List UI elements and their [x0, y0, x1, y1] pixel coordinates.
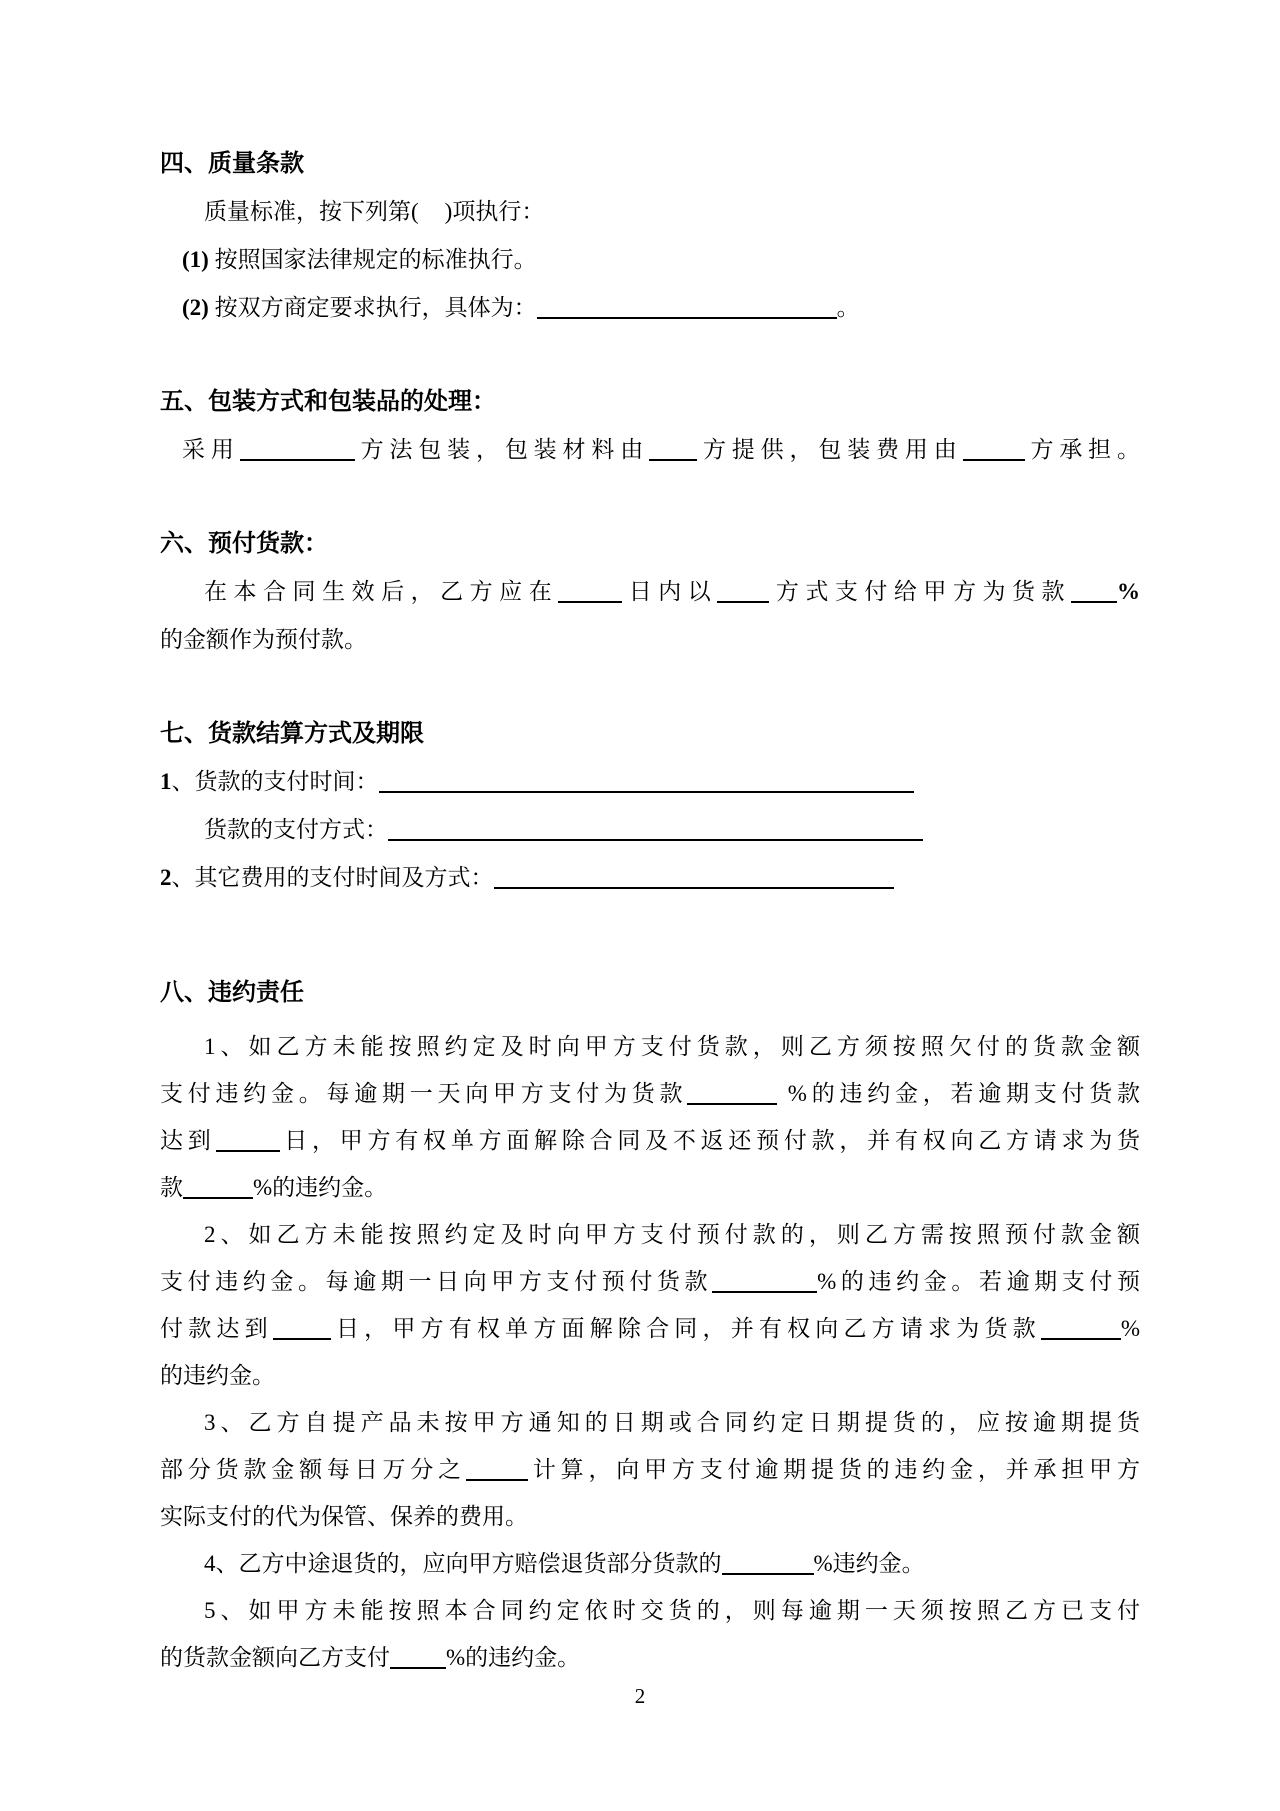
blank-underline [537, 303, 837, 319]
blank-underline [1071, 587, 1117, 603]
text-segment: %的违约金。 [253, 1175, 388, 1200]
text-segment: 款 [160, 1175, 183, 1200]
section-7-settlement-heading: 七、货款结算方式及期限 [160, 721, 424, 747]
breach-para-1-line-4 [160, 1164, 1140, 1211]
text-segment: 日内以 [622, 579, 718, 604]
payment-time-line [160, 758, 1140, 806]
text-segment: 部分货款金额每日万分之 [160, 1457, 466, 1482]
text-segment: 2 [160, 865, 172, 890]
blank-underline [183, 1183, 253, 1199]
text-segment: 的金额作为预付款。 [160, 627, 367, 652]
blank-underline [216, 1136, 280, 1152]
text-segment: 货款的支付方式： [204, 817, 388, 842]
text-segment: 付款达到 [160, 1316, 273, 1341]
breach-para-2-line-4 [160, 1352, 1140, 1399]
section-6-advance-payment-heading: 六、预付货款： [160, 531, 328, 557]
document-body [160, 140, 1140, 1681]
text-segment: 按双方商定要求执行，具体为： [208, 295, 537, 320]
text-segment: 方承担。 [1024, 437, 1141, 462]
breach-para-2-line-1 [160, 1211, 1140, 1258]
text-segment: (2) [182, 295, 209, 320]
quality-option-1 [160, 236, 1140, 284]
blank-underline [240, 445, 355, 461]
text-segment: 、其它费用的支付时间及方式： [171, 865, 494, 890]
breach-para-1-line-3 [160, 1117, 1140, 1164]
blank-underline [388, 825, 923, 841]
text-segment: )项执行： [444, 199, 545, 224]
blank-underline [1041, 1324, 1121, 1340]
text-segment: 计算，向甲方支付逾期提货的违约金，并承担甲方 [528, 1457, 1141, 1482]
blank-underline [273, 1324, 331, 1340]
section-5-packaging [160, 378, 1140, 474]
text-segment: 3、乙方自提产品未按甲方通知的日期或合同约定日期提货的，应按逾期提货 [204, 1410, 1140, 1435]
section-8-breach-liability-heading: 八、违约责任 [160, 980, 304, 1006]
blank-underline [717, 587, 769, 603]
advance-payment-line-2 [160, 616, 1140, 664]
text-segment: 的违约金。 [160, 1363, 275, 1388]
text-segment: 达到 [160, 1128, 216, 1153]
text-segment: 、货款的支付时间： [171, 769, 379, 794]
blank-underline [963, 445, 1025, 461]
text-segment: %违约金。 [813, 1551, 925, 1576]
blank-underline [390, 1653, 446, 1669]
text-segment: 方式支付给甲方为货款 [769, 579, 1072, 604]
blank-underline [649, 445, 697, 461]
text-segment: 1 [160, 769, 172, 794]
page-number: 2 [634, 1684, 646, 1708]
text-segment: 1、如乙方未能按照约定及时向甲方支付货款，则乙方须按照欠付的货款金额 [204, 1034, 1140, 1059]
section-4-quality-terms [160, 140, 1140, 332]
text-segment: (1) [182, 247, 209, 272]
text-segment: 支付违约金。每逾期一天向甲方支付为货款 [160, 1081, 688, 1106]
paren-gap [419, 218, 445, 219]
text-segment: 日，甲方有权单方面解除合同及不返还预付款，并有权向乙方请求为货 [279, 1128, 1141, 1153]
blank-underline [494, 873, 894, 889]
text-segment: % [1120, 1316, 1141, 1341]
blank-underline [687, 1089, 777, 1105]
blank-underline [722, 1559, 814, 1575]
text-segment: 4、乙方中途退货的，应向甲方赔偿退货部分货款的 [204, 1551, 722, 1576]
advance-payment-line-1 [160, 568, 1140, 616]
text-segment: %的违约金。 [446, 1645, 581, 1670]
packaging-line [160, 426, 1140, 474]
section-5-packaging-heading: 五、包装方式和包装品的处理： [160, 389, 496, 415]
breach-para-2-line-3 [160, 1305, 1140, 1352]
breach-para-2-line-2 [160, 1258, 1140, 1305]
text-segment: 。 [836, 295, 860, 320]
text-segment: 2、如乙方未能按照约定及时向甲方支付预付款的，则乙方需按照预付款金额 [204, 1222, 1140, 1247]
breach-para-3-line-1 [160, 1399, 1140, 1446]
quality-option-2 [160, 284, 1140, 332]
section-4-quality-terms-heading: 四、质量条款 [160, 151, 304, 177]
breach-para-3-line-2 [160, 1446, 1140, 1493]
text-segment: 实际支付的代为保管、保养的费用。 [160, 1504, 528, 1529]
section-6-advance-payment [160, 520, 1140, 664]
breach-para-3-line-3 [160, 1493, 1140, 1540]
text-segment: 方法包装，包装材料由 [354, 437, 650, 462]
other-fees-line [160, 854, 1140, 902]
breach-para-4-line-1 [160, 1540, 1140, 1587]
blank-underline [558, 587, 622, 603]
text-segment: 5、如甲方未能按照本合同约定依时交货的，则每逾期一天须按照乙方已支付 [204, 1598, 1140, 1623]
blank-underline [379, 777, 914, 793]
breach-para-5-line-1 [160, 1587, 1140, 1634]
breach-para-1-line-1 [160, 1023, 1140, 1070]
section-7-settlement [160, 710, 1140, 902]
breach-para-1-line-2 [160, 1070, 1140, 1117]
text-segment: %的违约金。若逾期支付预 [817, 1269, 1140, 1294]
text-segment: 在本合同生效后，乙方应在 [204, 579, 559, 604]
quality-standard-line [160, 188, 1140, 236]
text-segment: 的货款金额向乙方支付 [160, 1645, 390, 1670]
blank-underline [712, 1277, 817, 1293]
text-segment: 采用 [182, 437, 240, 462]
text-segment: 方提供，包装费用由 [697, 437, 963, 462]
text-segment: 支付违约金。每逾期一日向甲方支付预付货款 [160, 1269, 713, 1294]
text-segment: %的违约金，若逾期支付货款 [777, 1081, 1140, 1106]
blank-underline [466, 1465, 528, 1481]
text-segment: 按照国家法律规定的标准执行。 [208, 247, 537, 272]
section-8-breach-liability [160, 969, 1140, 1681]
payment-method-line [160, 806, 1140, 854]
text-segment: 日，甲方有权单方面解除合同，并有权向乙方请求为货款 [330, 1316, 1041, 1341]
breach-para-5-line-2 [160, 1634, 1140, 1681]
text-segment: % [1117, 579, 1141, 604]
text-segment: 质量标准，按下列第( [204, 199, 419, 224]
